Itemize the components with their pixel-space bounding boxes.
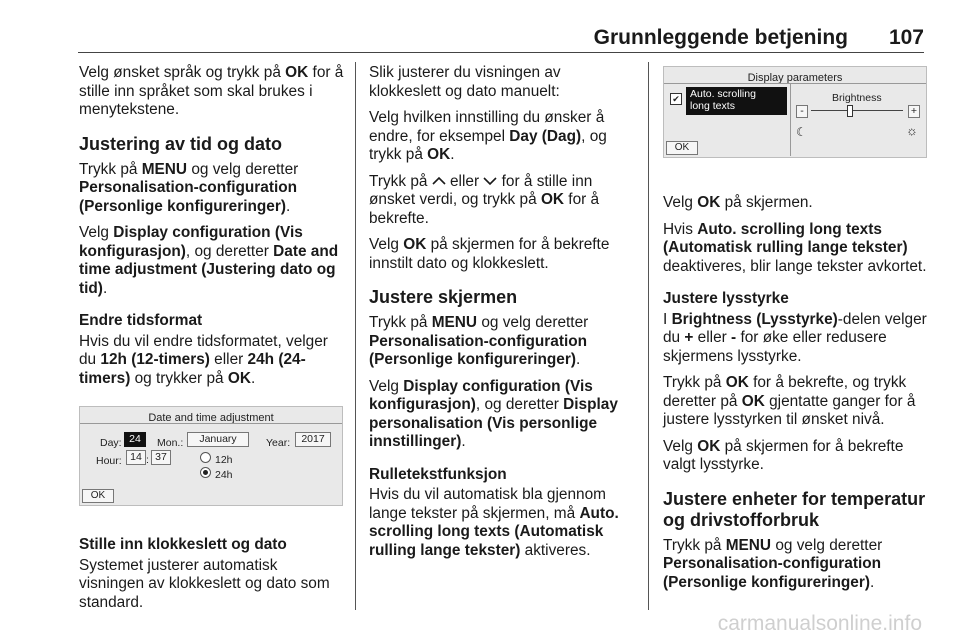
radio-12h	[200, 452, 211, 463]
paragraph	[663, 374, 927, 430]
text: Velg hvilken innstilling du ønsker å endre, for eksempel	[369, 109, 605, 145]
text: .	[461, 433, 466, 450]
text: Velg	[663, 437, 698, 455]
moon-icon: ☾	[796, 125, 807, 139]
text: aktiveres.	[520, 541, 591, 559]
text: eller	[693, 329, 732, 346]
radio-12h-label: 12h	[215, 454, 233, 466]
bold-term: -	[731, 329, 737, 346]
ok-text: OK	[540, 191, 565, 208]
watermark: carmanualsonline.info	[717, 612, 922, 635]
text: Slik justerer du visningen av klokkeslett og dato manuelt:	[369, 64, 561, 100]
text: Trykk på	[663, 374, 726, 391]
subheading: Endre tidsformat	[79, 312, 203, 329]
text: Velg	[79, 224, 114, 241]
text: Hvis du vil endre tidsformatet, velger du	[79, 332, 328, 368]
paragraph	[663, 537, 927, 593]
screen-title: Date and time adjustment	[148, 412, 274, 424]
section-heading: Justering av tid og dato	[79, 133, 283, 154]
subheading: Stille inn klokkeslett og dato	[79, 536, 287, 553]
minus-button: -	[796, 105, 808, 118]
bold-term: Personalisation-configuration (Personlige konfigureringer)	[369, 332, 588, 368]
bold-term: Display configuration (Vis konfigurasjon)	[369, 377, 593, 413]
screen-divider	[664, 83, 926, 84]
month-field: January	[187, 432, 249, 447]
plus-button: +	[908, 105, 920, 118]
sun-icon: ☼	[906, 123, 918, 138]
paragraph	[79, 64, 345, 120]
display-parameters-screen-figure	[663, 66, 927, 158]
auto-scrolling-option	[686, 87, 787, 115]
paragraph	[369, 236, 635, 273]
bold-term: OK	[697, 437, 721, 455]
text: Systemet justerer automatisk visningen av klokkeslett og dato som standard.	[79, 556, 330, 611]
text: Trykk på	[663, 536, 726, 554]
chevron-up-icon	[432, 176, 446, 186]
text: på skjermen.	[720, 194, 813, 211]
paragraph	[663, 221, 927, 277]
paragraph	[79, 224, 345, 298]
bold-term: Brightness (Lysstyrke)	[671, 310, 838, 328]
text: .	[285, 197, 291, 215]
text: .	[102, 279, 108, 297]
column-divider	[648, 62, 649, 610]
paragraph	[79, 333, 345, 389]
radio-24h	[200, 467, 211, 478]
text: eller	[209, 351, 248, 368]
bold-term: +	[684, 329, 694, 346]
text: I	[663, 310, 672, 328]
text: , og deretter	[185, 242, 274, 260]
text: Velg	[369, 377, 404, 395]
bold-term: OK	[285, 64, 309, 81]
column-divider	[355, 62, 356, 610]
subheading: Rulletekstfunksjon	[369, 465, 507, 483]
text: og trykker på	[130, 369, 228, 387]
chapter-title: Grunnleggende betjening	[593, 26, 848, 49]
text: Trykk på	[79, 160, 142, 178]
bold-term: MENU	[431, 314, 478, 331]
bold-term: OK	[741, 392, 765, 410]
year-label: Year:	[266, 437, 291, 449]
paragraph	[663, 438, 927, 475]
day-label: Day:	[100, 437, 122, 449]
bold-term: OK	[403, 236, 427, 253]
text: gjentatte ganger for å justere lysstyrken til ønsket nivå.	[663, 392, 916, 428]
hour-field: 14	[126, 450, 146, 465]
paragraph	[369, 109, 635, 165]
text: deaktiveres, blir lange tekster avkortet.	[663, 257, 927, 275]
text: .	[450, 146, 455, 163]
bold-term: Day (Dag)	[509, 127, 582, 145]
brightness-label: Brightness	[832, 92, 882, 104]
paragraph	[369, 64, 635, 101]
checkbox-checked-icon: ✔	[670, 93, 682, 105]
paragraph	[369, 173, 635, 229]
bold-term: OK	[427, 146, 451, 163]
year-field: 2017	[295, 432, 331, 447]
chevron-down-icon	[483, 176, 497, 186]
bold-term: OK	[725, 374, 749, 391]
text: .	[869, 573, 875, 591]
bold-term: Auto. scrolling long texts (Automatisk rulling lange tekster)	[663, 220, 908, 256]
text: Velg ønsket språk og trykk på	[79, 64, 286, 81]
text: , og deretter	[475, 396, 564, 413]
column-2	[369, 64, 635, 568]
text: for å bekrefte.	[369, 191, 600, 227]
bold-term: OK	[227, 369, 251, 387]
text: Velg	[369, 236, 404, 253]
text: .	[575, 351, 581, 368]
paragraph	[79, 161, 345, 217]
bold-term: Display configuration (Vis konfigurasjon)	[79, 224, 303, 260]
bold-term: OK	[697, 194, 721, 211]
bold-term: Display personalisation (Vis personlige innstillinger)	[369, 396, 618, 450]
text: og velg deretter	[187, 160, 299, 178]
day-field: 24	[124, 432, 146, 447]
screen-divider	[790, 84, 791, 156]
text: Trykk på	[369, 314, 432, 331]
text: på skjermen for å bekrefte valgt lysstyrke.	[663, 437, 904, 473]
date-time-screen-figure	[79, 406, 343, 506]
section-heading: Justere skjermen	[369, 287, 518, 307]
bold-term: MENU	[725, 536, 772, 554]
text: og velg deretter	[477, 314, 589, 331]
paragraph	[369, 378, 635, 452]
text: Hvis	[663, 220, 698, 238]
option-label: long texts	[690, 100, 735, 112]
text: på skjermen for å bekrefte innstilt dato og klokkeslett.	[369, 236, 610, 272]
text: Hvis du vil automatisk bla gjennom lange tekster på skjermen, må	[369, 486, 606, 522]
ok-button: OK	[666, 141, 698, 155]
brightness-slider-track	[811, 110, 903, 111]
minute-field: 37	[151, 450, 171, 465]
paragraph	[79, 557, 345, 613]
column-1	[79, 64, 345, 620]
text: for å stille inn ønsket verdi, og trykk på	[369, 172, 593, 208]
month-label: Mon.:	[157, 437, 184, 449]
column-3	[663, 64, 927, 600]
bold-term: Personalisation-configuration (Personlige konfigureringer)	[663, 555, 882, 591]
screen-divider	[80, 423, 342, 424]
text: for å bekrefte, og trykk deretter på	[663, 374, 907, 410]
bold-term: MENU	[141, 160, 188, 178]
bold-term: 24h (24-timers)	[79, 351, 306, 387]
text: .	[250, 369, 256, 387]
bold-term: Personalisation-configuration (Personlige konfigureringer)	[79, 179, 298, 215]
text: , og trykk på	[369, 127, 607, 163]
header-rule	[78, 52, 924, 53]
paragraph	[663, 311, 927, 367]
paragraph	[369, 486, 635, 560]
bold-term: Date and time adjustment (Justering dato og tid)	[79, 242, 339, 297]
bold-term: Auto. scrolling long texts (Automatisk rulling lange tekster)	[369, 504, 619, 559]
page-header	[0, 0, 960, 54]
text: for øke eller redusere skjermens lysstyrke.	[663, 329, 887, 365]
section-heading: Justere enheter for temperatur og drivstofforbruk	[663, 488, 926, 530]
page-number: 107	[888, 26, 924, 49]
text: eller	[445, 172, 484, 190]
subheading: Justere lysstyrke	[663, 290, 789, 307]
paragraph	[369, 314, 635, 370]
text: Trykk på	[369, 172, 432, 190]
hour-label: Hour:	[96, 455, 122, 467]
text: Velg	[663, 194, 698, 211]
time-separator: :	[146, 454, 149, 466]
bold-term: 12h (12-timers)	[100, 351, 210, 368]
option-label: Auto. scrolling	[690, 88, 756, 100]
ok-button: OK	[82, 489, 114, 503]
paragraph	[663, 194, 927, 213]
screen-title: Display parameters	[747, 72, 843, 84]
brightness-slider-knob	[847, 105, 853, 117]
text: for å stille inn språket som skal brukes i menytekstene.	[79, 64, 344, 118]
text: og velg deretter	[771, 536, 883, 554]
text: -delen velger du	[663, 310, 927, 346]
radio-24h-label: 24h	[215, 469, 233, 481]
